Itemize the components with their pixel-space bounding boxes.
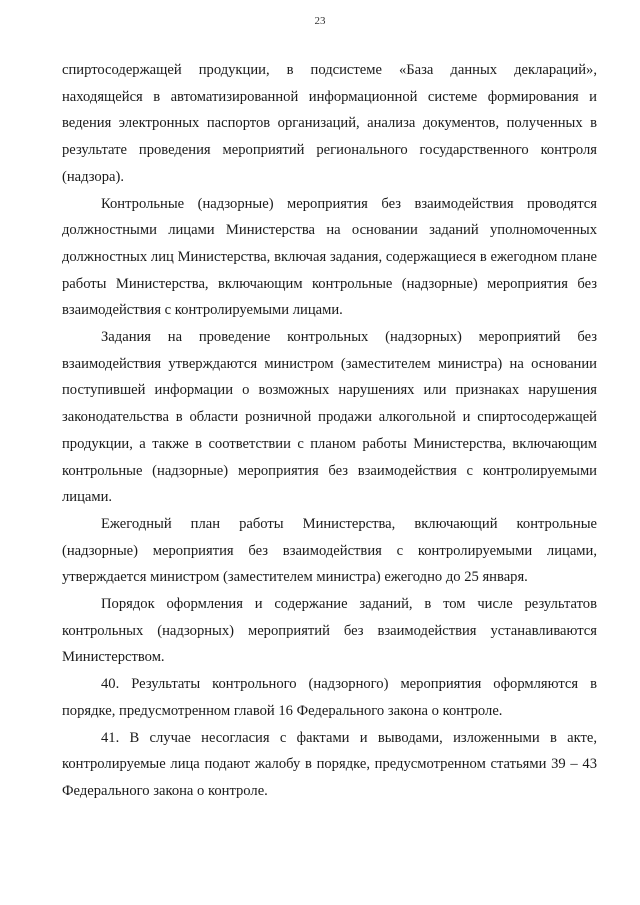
paragraph-annual-plan: Ежегодный план работы Министерства, включающий контрольные (надзорные) мероприятия без взаимодействия с контролируемыми лицами, утверждается министром (заместителем министра) ежегодно до 25 января. — [62, 515, 597, 586]
paragraph-item-41: 41. В случае несогласия с фактами и выводами, изложенными в акте, контролируемые лица подают жалобу в порядке, предусмотренном статьями 39 – 43 Федерального закона о контроле. — [62, 729, 597, 799]
paragraph-continuation: спиртосодержащей продукции, в подсистеме «База данных деклараций», находящейся в автоматизированной информационной системе формирования и ведения электронных паспортов организаций, анализа документов, полученных в результате проведения мероприятий регионального государственного контроля (надзора). — [62, 62, 597, 185]
page-number: 23 — [314, 15, 326, 27]
paragraph-inspections-without-interaction: Контрольные (надзорные) мероприятия без взаимодействия проводятся должностными лицами Министерства на основании заданий уполномоченных должностных лиц Министерства, включая задания, содержащиеся в ежегодном плане работы Министерства, включающим контрольные (надзорные) мероприятия без взаимодействия с контролируемыми лицами. — [62, 195, 597, 319]
document-body — [62, 57, 597, 805]
paragraph-tasks-approval: Задания на проведение контрольных (надзорных) мероприятий без взаимодействия утверждаются министром (заместителем министра) на основании поступившей информации о возможных нарушениях или признаках нарушения законодательства в области розничной продажи алкогольной и спиртосодержащей продукции, а также в соответствии с планом работы Министерства, включающим контрольные (надзорные) мероприятия без взаимодействия с контролируемыми лицами. — [62, 329, 597, 506]
paragraph-item-40: 40. Результаты контрольного (надзорного) мероприятия оформляются в порядке, предусмотренном главой 16 Федерального закона о контроле. — [62, 676, 597, 719]
paragraph-tasks-procedure: Порядок оформления и содержание заданий, в том числе результатов контрольных (надзорных) мероприятий без взаимодействия устанавливаются Министерством. — [62, 596, 597, 666]
